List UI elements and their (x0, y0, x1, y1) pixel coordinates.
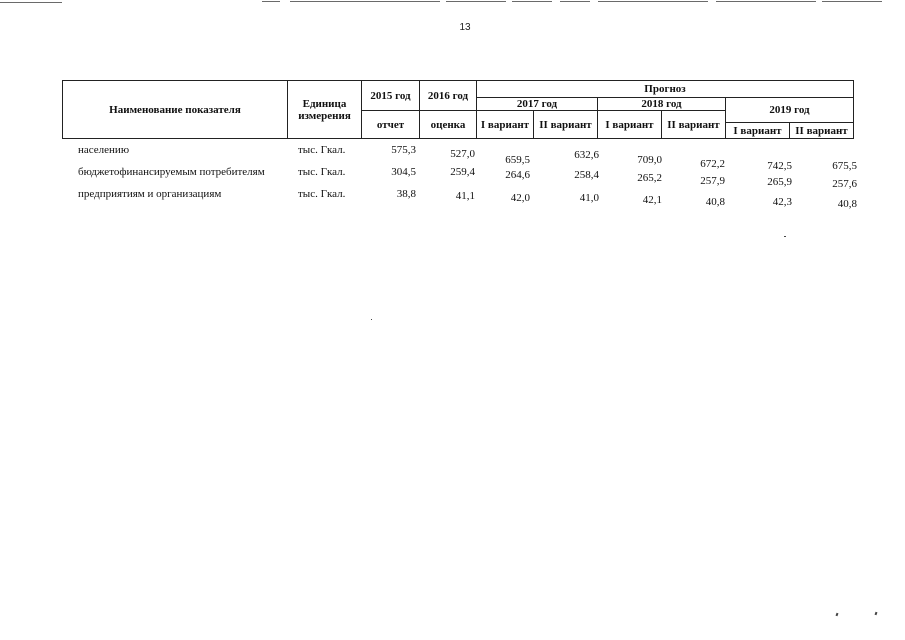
row-name: бюджетофинансируемым потребителям (78, 166, 265, 178)
value-2017-variant-2: 258,4 (574, 169, 599, 181)
value-2017-variant-1: 42,0 (510, 192, 530, 204)
header-unit: Единица измерения (288, 81, 362, 139)
value-2019-variant-2: 675,5 (832, 160, 857, 172)
scan-speck (371, 319, 372, 320)
header-year-2016: 2016 год (420, 81, 477, 111)
row-unit: тыс. Гкал. (298, 166, 346, 178)
header-2017-variant-1: I вариант (477, 111, 534, 139)
value-2019-variant-2: 40,8 (837, 198, 857, 210)
value-2019-variant-2: 257,6 (832, 178, 857, 190)
row-name: предприятиям и организациям (78, 188, 222, 200)
value-2018-variant-2: 40,8 (705, 196, 725, 208)
row-unit: тыс. Гкал. (298, 144, 346, 156)
value-2015: 304,5 (391, 166, 416, 178)
header-year-2019: 2019 год (726, 98, 854, 123)
value-2018-variant-1: 42,1 (642, 194, 662, 206)
scan-speck (875, 612, 878, 616)
table-header (62, 80, 854, 139)
header-2018-variant-2: II вариант (662, 111, 726, 139)
value-2015: 575,3 (391, 144, 416, 156)
value-2019-variant-1: 42,3 (772, 196, 792, 208)
table-row (62, 166, 862, 188)
header-year-2015: 2015 год (362, 81, 420, 111)
header-year-2017: 2017 год (477, 98, 598, 111)
value-2018-variant-1: 265,2 (637, 172, 662, 184)
header-report: отчет (362, 111, 420, 139)
header-year-2018: 2018 год (598, 98, 726, 111)
value-2019-variant-1: 742,5 (767, 160, 792, 172)
scan-speck (836, 613, 839, 617)
scan-speck (784, 236, 786, 237)
value-2018-variant-2: 672,2 (700, 158, 725, 170)
scan-edge-artifact (0, 0, 905, 6)
header-forecast: Прогноз (477, 81, 854, 98)
header-2019-variant-2: II вариант (790, 123, 854, 139)
header-2019-variant-1: I вариант (726, 123, 790, 139)
header-2017-variant-2: II вариант (534, 111, 598, 139)
table-body (62, 144, 862, 210)
value-2018-variant-1: 709,0 (637, 154, 662, 166)
value-2015: 38,8 (396, 188, 416, 200)
value-2016: 527,0 (450, 148, 475, 160)
header-indicator-name: Наименование показателя (63, 81, 288, 139)
value-2017-variant-1: 659,5 (505, 154, 530, 166)
value-2018-variant-2: 257,9 (700, 175, 725, 187)
table-row (62, 188, 862, 210)
header-estimate: оценка (420, 111, 477, 139)
value-2016: 259,4 (450, 166, 475, 178)
row-name: населению (78, 144, 130, 156)
value-2016: 41,1 (455, 190, 475, 202)
page-number: 13 (459, 22, 471, 33)
value-2017-variant-2: 632,6 (574, 149, 599, 161)
value-2019-variant-1: 265,9 (767, 176, 792, 188)
value-2017-variant-1: 264,6 (505, 169, 530, 181)
row-unit: тыс. Гкал. (298, 188, 346, 200)
header-2018-variant-1: I вариант (598, 111, 662, 139)
value-2017-variant-2: 41,0 (579, 192, 599, 204)
